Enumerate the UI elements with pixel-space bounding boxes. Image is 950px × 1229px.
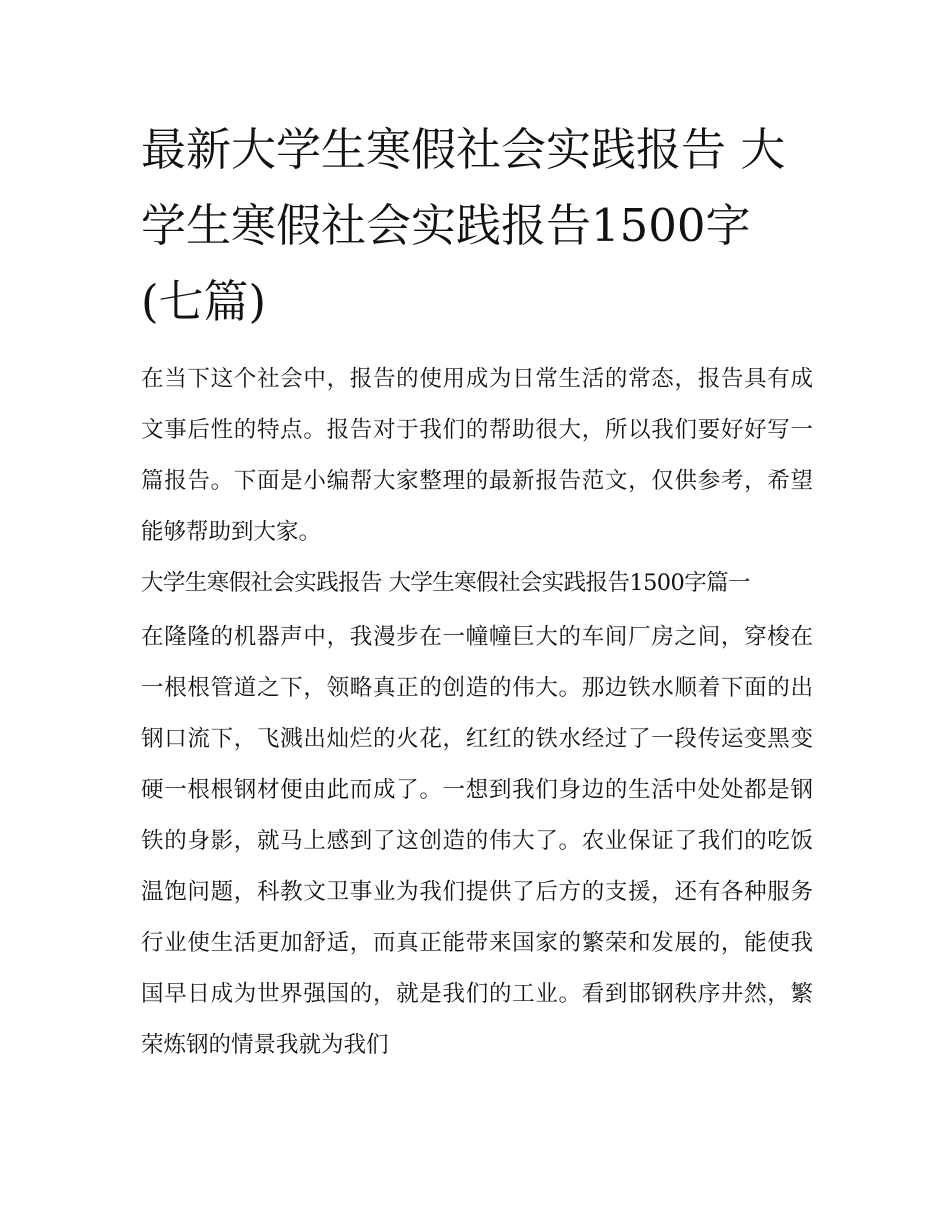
document-title: 最新大学生寒假社会实践报告 大学生寒假社会实践报告1500字(七篇) [141, 123, 786, 328]
document-page [141, 112, 813, 1071]
intro-paragraph: 在当下这个社会中，报告的使用成为日常生活的常态，报告具有成文事后性的特点。报告对于我们的帮助很大，所以我们要好好写一篇报告。下面是小编帮大家整理的最新报告范文，仅供参考，希望能够帮助到大家。 [141, 366, 813, 545]
body-paragraph: 在隆隆的机器声中，我漫步在一幢幢巨大的车间厂房之间，穿梭在一根根管道之下，领略真正的创造的伟大。那边铁水顺着下面的出钢口流下，飞溅出灿烂的火花，红红的铁水经过了一段传运变黑变硬一根根钢材便由此而成了。一想到我们身边的生活中处处都是钢铁的身影，就马上感到了这创造的伟大了。农业保证了我们的吃饭温饱问题，科教文卫事业为我们提供了后方的支援，还有各种服务行业使生活更加舒适，而真正能带来国家的繁荣和发展的，能使我国早日成为世界强国的，就是我们的工业。看到邯钢秩序井然，繁荣炼钢的情景我就为我们 [141, 624, 813, 1058]
section-title: 大学生寒假社会实践报告 大学生寒假社会实践报告1500字篇一 [141, 570, 750, 596]
